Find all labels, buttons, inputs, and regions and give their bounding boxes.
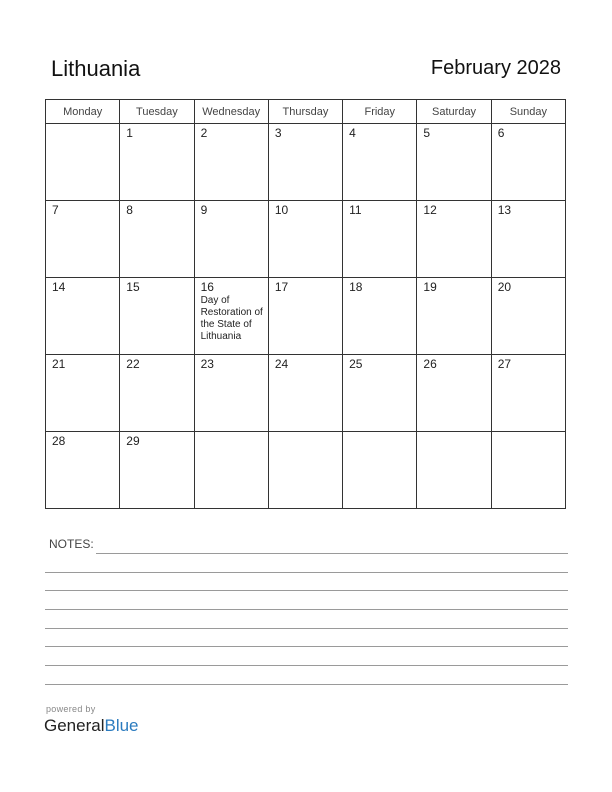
notes-line [45,646,568,647]
day-cell [491,201,565,278]
day-cell-holiday [194,278,268,355]
day-cell [343,201,417,278]
day-cell [417,124,491,201]
week-row-2 [46,201,566,278]
week-row-1 [46,124,566,201]
day-number: 23 [200,357,214,371]
day-number: 25 [349,357,363,371]
notes-line [45,665,568,666]
day-cell [194,201,268,278]
day-cell [417,278,491,355]
day-number: 14 [52,280,66,294]
day-cell [343,278,417,355]
powered-by-label: powered by [46,704,96,714]
brand-name-blue: Blue [104,716,139,735]
day-number: 9 [200,203,208,217]
day-cell [120,201,194,278]
calendar-grid [45,99,566,509]
notes-line [45,609,568,610]
day-cell [268,201,342,278]
day-number: 4 [349,126,356,140]
day-cell [46,124,120,201]
notes-line [45,684,568,685]
week-row-5 [46,432,566,509]
weekday-friday: Friday [343,100,417,124]
day-number: 5 [423,126,431,140]
day-number: 3 [274,126,282,140]
day-cell [120,124,194,201]
day-number [195,432,268,435]
week-row-3 [46,278,566,355]
day-number [46,124,119,127]
day-number: 19 [423,280,437,294]
week-row-4 [46,355,566,432]
day-cell [343,355,417,432]
month-year-title: February 2028 [430,57,561,79]
day-cell [491,432,565,509]
day-cell [46,355,120,432]
day-number: 28 [52,434,66,448]
weekday-monday: Monday [46,100,120,124]
day-number [492,432,565,435]
holiday-label: Day of Restoration of the State of Lithuania [200,295,263,342]
day-number: 17 [274,280,289,294]
notes-line [45,628,568,629]
day-cell [268,355,342,432]
day-number: 2 [200,126,208,140]
day-number: 8 [126,203,133,217]
day-cell [417,355,491,432]
day-cell [194,124,268,201]
day-cell [46,278,120,355]
day-number: 20 [497,280,512,294]
day-number: 24 [274,357,289,371]
day-cell [120,355,194,432]
day-number: 13 [497,203,512,217]
day-number [417,432,490,435]
day-number: 26 [423,357,437,371]
day-number: 16 [200,280,214,294]
day-number: 27 [497,357,512,371]
day-number: 21 [52,357,66,371]
day-number: 15 [126,280,140,294]
day-cell [343,432,417,509]
day-number: 11 [349,203,362,217]
day-number: 12 [423,203,437,217]
weekday-tuesday: Tuesday [120,100,194,124]
weekday-sunday: Sunday [491,100,565,124]
day-number: 18 [349,280,363,294]
day-number: 6 [497,126,505,140]
brand-name-general: General [44,716,105,735]
day-cell [268,124,342,201]
day-cell [417,201,491,278]
day-cell [491,278,565,355]
day-cell [194,432,268,509]
day-cell [46,432,120,509]
notes-line [45,572,568,573]
day-number [343,432,416,435]
day-number: 22 [126,357,140,371]
day-cell [268,278,342,355]
country-title: Lithuania [51,56,141,81]
day-cell [120,278,194,355]
day-cell [491,355,565,432]
day-cell [417,432,491,509]
day-number: 29 [126,434,140,448]
day-cell [491,124,565,201]
day-number: 10 [274,203,289,217]
notes-line [96,553,568,554]
weekday-thursday: Thursday [268,100,342,124]
brand-logo [44,716,139,736]
notes-line [45,590,568,591]
weekday-header-row [46,100,566,124]
day-number: 7 [52,203,59,217]
day-cell [120,432,194,509]
weekday-saturday: Saturday [417,100,491,124]
day-cell [343,124,417,201]
day-cell [268,432,342,509]
day-number [269,432,342,435]
day-number: 1 [126,126,133,140]
day-cell [194,355,268,432]
weekday-wednesday: Wednesday [194,100,268,124]
day-cell [46,201,120,278]
notes-label: NOTES: [49,537,94,551]
